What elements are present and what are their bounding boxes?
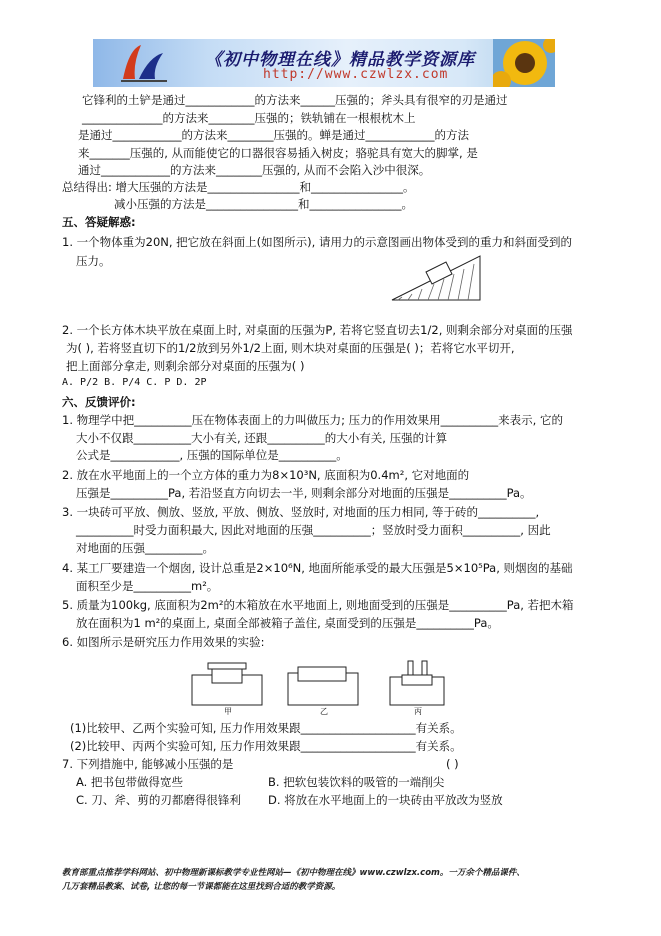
header-banner: [93, 39, 555, 87]
text-line: 通过____________的方法来________压强的, 从而不会陷入沙中很深。: [78, 163, 431, 177]
question-text: 4. 某工厂要建造一个烟囱, 设计总重是2×10⁶N, 地面所能承受的最大压强是5×10⁵Pa, 则烟囱的基础: [62, 561, 573, 575]
question-text: 把上面部分拿走, 则剩余部分对桌面的压强为( ): [66, 359, 305, 373]
question-text: 2. 放在水平地面上的一个立方体的重力为8×10³N, 底面积为0.4m², 它对地面的: [62, 468, 470, 482]
text-line: ______________的方法来________压强的；铁轨铺在一根根枕木上: [82, 111, 416, 125]
question-text: 7. 下列措施中, 能够减小压强的是: [62, 757, 234, 771]
question-text: 1. 一个物体重为20N, 把它放在斜面上(如图所示), 请用力的示意图画出物体受到的重力和斜面受到的: [62, 235, 572, 249]
incline-figure: [388, 252, 488, 304]
choice-a: A. 把书包带做得宽些: [76, 775, 183, 789]
section-heading: 五、答疑解惑:: [62, 215, 136, 229]
question-text: 为( ), 若将竖直切下的1/2放到另外1/2上面, 则木块对桌面的压强是( )；若将它水平切开,: [66, 341, 515, 355]
choice-d: D. 将放在水平地面上的一块砖由平放改为竖放: [268, 793, 503, 807]
question-text: 压力。: [76, 254, 111, 268]
summary-line: 减小压强的方法是________________和________________。: [114, 197, 413, 211]
figure-label-yi: 乙: [320, 707, 328, 716]
figure-label-jia: 甲: [224, 707, 232, 716]
question-text: 6. 如图所示是研究压力作用效果的实验:: [62, 635, 265, 649]
question-text: 2. 一个长方体木块平放在桌面上时, 对桌面的压强为P, 若将它竖直切去1/2, 则剩余部分对桌面的压强: [62, 323, 573, 337]
question-text: __________时受力面积最大, 因此对地面的压强__________；竖放时受力面积__________, 因此: [76, 523, 551, 537]
question-text: 对地面的压强__________。: [76, 541, 214, 555]
answer-paren: ( ): [446, 757, 459, 771]
question-text: 5. 质量为100kg, 底面积为2m²的木箱放在水平地面上, 则地面受到的压强是__________Pa, 若把木箱: [62, 598, 574, 612]
question-text: 放在面积为1 m²的桌面上, 桌面全部被箱子盖住, 桌面受到的压强是__________Pa。: [76, 616, 499, 630]
question-text: 公式是____________, 压强的国际单位是__________。: [76, 448, 348, 462]
footer-line: 教育部重点推荐学科网站、初中物理新课标教学专业性网站—《初中物理在线》www.czwlzx.com。一万余个精品课件、: [62, 868, 525, 878]
figure-label-bing: 丙: [414, 707, 422, 716]
question-text: 大小不仅跟__________大小有关, 还跟__________的大小有关, 压强的计算: [76, 431, 448, 445]
section-heading: 六、反馈评价:: [62, 395, 136, 409]
question-text: 3. 一块砖可平放、侧放、竖放, 平放、侧放、竖放时, 对地面的压力相同, 等于砖的__________,: [62, 505, 540, 519]
footer-line: 几万套精品教案、试卷, 让您的每一节课都能在这里找到合适的教学资源。: [62, 882, 341, 892]
choice-c: C. 刀、斧、剪的刃都磨得很锋利: [76, 793, 241, 807]
question-text: 面积至少是__________m²。: [76, 579, 219, 593]
sunflower-icon: [493, 39, 555, 87]
question-text: 压强是__________Pa, 若沿竖直方向切去一半, 则剩余部分对地面的压强是__________Pa。: [76, 486, 532, 500]
summary-line: 总结得出: 增大压强的方法是________________和________________。: [62, 180, 415, 194]
text-line: 它锋利的土铲是通过____________的方法来______压强的；斧头具有很窄的刃是通过: [82, 93, 508, 107]
question-text: 1. 物理学中把__________压在物体表面上的力叫做压力; 压力的作用效果用__________来表示, 它的: [62, 413, 563, 427]
choice-b: B. 把软包装饮料的吸管的一端削尖: [268, 775, 445, 789]
question-text: (2)比较甲、丙两个实验可知, 压力作用效果跟____________________有关系。: [70, 739, 462, 753]
text-line: 来_______压强的, 从而能使它的口器很容易插入树皮；骆驼具有宽大的脚掌, 是: [78, 146, 478, 160]
site-logo-icon: [119, 43, 169, 83]
header-url[interactable]: http://www.czwlzx.com: [263, 67, 449, 82]
text-line: 是通过____________的方法来________压强的。蝉是通过____________的方法: [78, 128, 469, 142]
question-text: (1)比较甲、乙两个实验可知, 压力作用效果跟____________________有关系。: [70, 721, 462, 735]
answer-options: A. P/2 B. P/4 C. P D. 2P: [62, 377, 207, 388]
header-title: 《初中物理在线》精品教学资源库: [205, 50, 475, 70]
